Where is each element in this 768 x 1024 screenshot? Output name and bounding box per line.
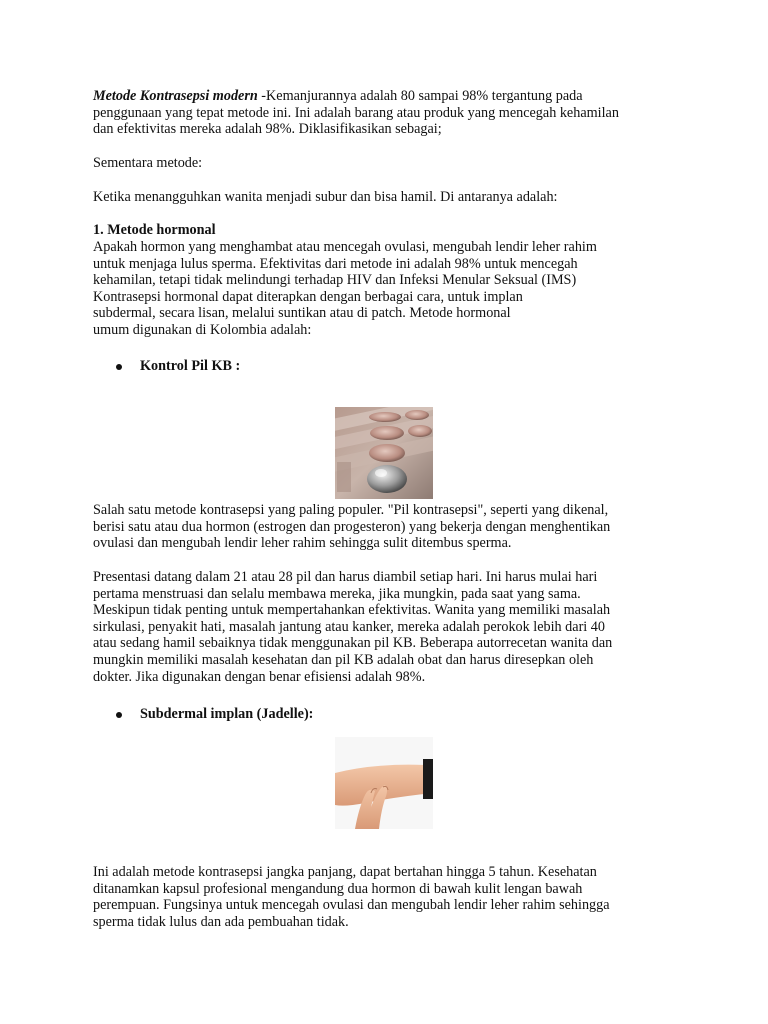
- bullet-dot: [116, 712, 122, 718]
- pill-pack-image: [335, 407, 433, 499]
- intro-paragraph: [93, 88, 683, 138]
- pill-paragraph-1: Salah satu metode kontrasepsi yang paling populer. "Pil kontrasepsi", seperti yang dikenal, berisi satu atau dua hormon (estrogen dan progesteron) yang bekerja dengan menghentikan ovulasi dan mengubah lendir leher rahim sehingga sulit ditembus sperma.: [93, 502, 611, 552]
- bullet-dot: [116, 364, 122, 370]
- pill-paragraph-2: Presentasi datang dalam 21 atau 28 pil dan harus diambil setiap hari. Ini harus mulai hari pertama menstruasi dan selalu membawa mereka, jika mungkin, pada saat yang sama. Meskipun tidak penting untuk mempertahankan efektivitas. Wanita yang memiliki masalah sirkulasi, penyakit hati, masalah jantung atau kanker, mereka adalah perokok lebih dari 40 atau sedang hamil sebaiknya tidak menggunakan pil KB. Beberapa autorrecetan wanita dan mungkin memiliki masalah kesehatan dan pil KB adalah obat dan harus diresepkan oleh dokter. Jika digunakan dengan benar efisiensi adalah 98%.: [93, 569, 613, 685]
- ketika-paragraph: Ketika menangguhkan wanita menjadi subur dan bisa hamil. Di antaranya adalah:: [93, 189, 558, 205]
- section1-paragraph: Apakah hormon yang menghambat atau mencegah ovulasi, mengubah lendir leher rahim untuk menjaga lulus sperma. Efektivitas dari metode ini adalah 98% untuk mencegah kehamilan, tetapi tidak melindungi terhadap HIV dan Infeksi Menular Seksual (IMS) Kontrasepsi hormonal dapat diterapkan dengan berbagai cara, untuk implan subdermal, secara lisan, melalui suntikan atau di patch. Metode hormonal umum digunakan di Kolombia adalah:: [93, 239, 597, 338]
- bullet-implant-label: Subdermal implan (Jadelle):: [140, 706, 314, 722]
- implant-arm-image: [335, 737, 433, 829]
- intro-title: Metode Kontrasepsi modern: [93, 88, 258, 104]
- intro-text: -Kemanjurannya adalah 80 sampai 98% tergantung pada penggunaan yang tepat metode ini. Ini adalah barang atau produk yang mencegah kehamilan dan efektivitas mereka adalah 98%. Diklasifikasikan sebagai;: [93, 88, 619, 138]
- implant-paragraph: Ini adalah metode kontrasepsi jangka panjang, dapat bertahan hingga 5 tahun. Kesehatan ditanamkan kapsul profesional mengandung dua hormon di bawah kulit lengan bawah perempuan. Fungsinya untuk mencegah ovulasi dan mengubah lendir leher rahim sehingga sperma tidak lulus dan ada pembuahan tidak.: [93, 864, 610, 930]
- section1-heading: 1. Metode hormonal: [93, 222, 216, 238]
- sementara-paragraph: Sementara metode:: [93, 155, 203, 171]
- bullet-pill-label: Kontrol Pil KB :: [140, 358, 241, 374]
